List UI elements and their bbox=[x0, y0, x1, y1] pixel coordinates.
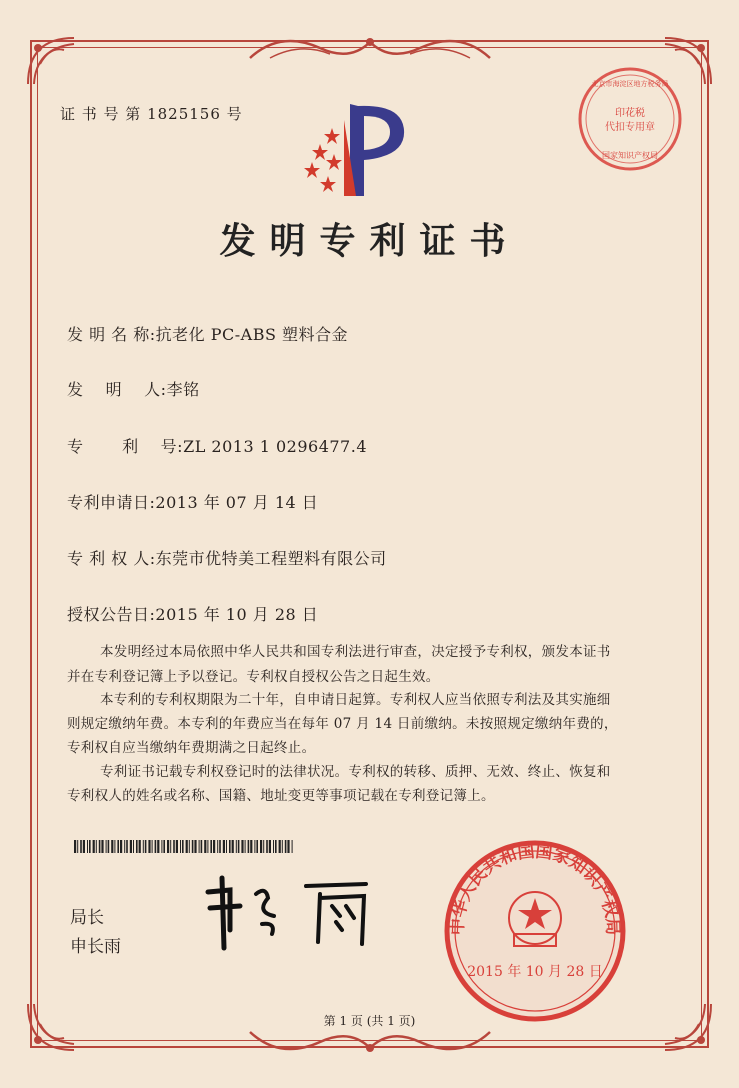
field-label: 专 利 权 人: bbox=[67, 549, 156, 568]
body-line: 本专利的专利权期限为二十年，自申请日起算。专利权人应当依照专利法及其实施细 bbox=[100, 692, 611, 708]
body-line: 并在专利登记簿上予以登记。专利权自授权公告之日起生效。 bbox=[67, 669, 440, 685]
patent-office-logo-icon bbox=[298, 100, 413, 200]
corner-ornament-icon bbox=[24, 34, 78, 88]
field-value: ZL 2013 1 0296477.4 bbox=[183, 437, 367, 456]
body-line: 本发明经过本局依照中华人民共和国专利法进行审查，决定授予专利权，颁发本证书 bbox=[100, 644, 611, 660]
body-line: 则规定缴纳年费。本专利的年费应当在每年 07 月 14 日前缴纳。未按照规定缴纳年费的， bbox=[67, 716, 618, 732]
field-patentee bbox=[67, 546, 387, 569]
barcode bbox=[74, 840, 294, 853]
page-title: 发明专利证书 bbox=[219, 220, 520, 262]
field-invention-name bbox=[67, 322, 348, 345]
field-value: 抗老化 PC-ABS 塑料合金 bbox=[155, 325, 349, 344]
field-value: 东莞市优特美工程塑料有限公司 bbox=[155, 549, 387, 568]
signature-name: 申长雨 bbox=[70, 937, 121, 957]
field-label: 专利申请日: bbox=[67, 493, 156, 512]
handwritten-signature bbox=[196, 872, 396, 952]
field-label: 发 明 人: bbox=[67, 380, 167, 399]
field-value: 李铭 bbox=[166, 380, 200, 399]
seal-ring-text: 中华人民共和国国家知识产权局 bbox=[447, 841, 623, 936]
top-ornament-icon bbox=[240, 28, 500, 68]
field-patent-number bbox=[67, 434, 367, 457]
official-seal-icon bbox=[440, 836, 630, 1026]
seal-date: 2015 年 10 月 28 日 bbox=[467, 964, 603, 980]
tax-stamp-icon bbox=[575, 64, 685, 174]
tax-stamp-inner-2: 代扣专用章 bbox=[605, 122, 655, 133]
field-value: 2015 年 10 月 28 日 bbox=[155, 605, 319, 624]
body-line: 专利权人的姓名或名称、国籍、地址变更等事项记载在专利登记簿上。 bbox=[67, 788, 495, 804]
body-line: 专利权自应当缴纳年费期满之日起终止。 bbox=[67, 740, 316, 756]
certificate-number: 证 书 号 第 1825156 号 bbox=[60, 105, 243, 123]
field-grant-date bbox=[67, 602, 318, 625]
body-line: 专利证书记载专利权登记时的法律状况。专利权的转移、质押、无效、终止、恢复和 bbox=[100, 764, 611, 780]
field-label: 专 利 号: bbox=[67, 437, 184, 456]
tax-stamp-inner-1: 印花税 bbox=[615, 108, 645, 119]
field-label: 授权公告日: bbox=[67, 605, 156, 624]
field-application-date bbox=[67, 490, 318, 513]
field-value: 2013 年 07 月 14 日 bbox=[155, 493, 319, 512]
tax-stamp-ring-text: 北京市海淀区地方税务局 bbox=[591, 80, 669, 88]
tax-stamp-bottom-text: 国家知识产权局 bbox=[602, 151, 658, 160]
signature-role: 局长 bbox=[70, 908, 104, 928]
field-inventor bbox=[67, 377, 200, 400]
page-number: 第 1 页 (共 1 页) bbox=[323, 1014, 416, 1028]
field-label: 发 明 名 称: bbox=[67, 325, 156, 344]
